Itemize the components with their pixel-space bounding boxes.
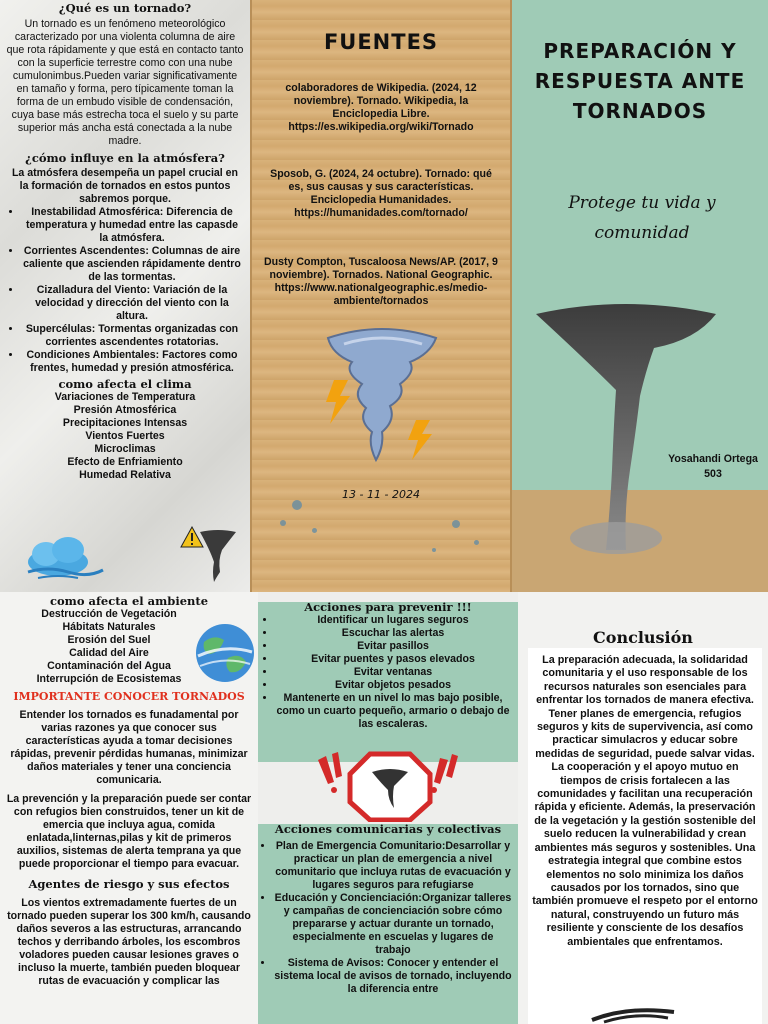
conclusion-paragraph: La preparación adecuada, la solidaridad comunitaria y el uso responsable de los recursos naturales son esenciales para enfrentar los tornados de manera efectiva. Tener planes de emergencia, refugios seguros y kits de supervivencia, así como practicar simulacros y educar sobre medidas de seguridad, puede salvar vidas. La cooperación y el apoyo mutuo en tiempos de crisis fortalecen a las comunidades y facilitan una recuperación rápida y eficiente. Además, la preservación de la vegetación y la gestión sostenible del suelo reducen la vulnerabilidad y crean ambientes más seguros y sostenibles. Una estrategia integral que combine estos elementos no solo minimiza los daños causados por los tornados, sino que también promueve el respeto por el entorno natural, construyendo un futuro más resiliente y consciente de los desafíos ambientales que enfrentamos.: [532, 654, 758, 948]
list-item: • Mantenerte en un nivel lo mas bajo posible, como un cuarto pequeño, armario o debajo de las escaleras.: [276, 692, 510, 731]
panel-actions: [258, 592, 518, 1024]
list-item: Interrupción de Ecosistemas: [36, 673, 182, 685]
tornado-swirl-icon: [588, 1004, 678, 1024]
paragraph-importance: Entender los tornados es funadamental por varias razones ya que conocer sus características ayuda a tomar decisiones rápidas, prevenir pérdidas humanas, minimizar daños materiales y tener una conciencia comunicaria.: [10, 709, 248, 786]
list-item: Vientos Fuertes: [85, 430, 165, 442]
source-citation-2: Sposob, G. (2024, 24 octubre). Tornado: qué es, sus causas y sus características. Enciclopedia Humanidades. https://humanidades.com/tornado/: [270, 168, 492, 219]
globe-icon: [194, 622, 256, 684]
heading-atmosphere: ¿cómo influye en la atmósfera?: [25, 151, 225, 165]
list-item: • Educación y Concienciación:Organizar talleres y campañas de concienciación sobre cómo prepararse y actuar durante un tornado, especialmente en escuelas y lugares de trabajo: [274, 892, 512, 957]
panel-cover: [512, 0, 768, 592]
tornado-alert-icon: [312, 750, 468, 822]
heading-risk-agents: Agentes de riesgo y sus efectos: [28, 877, 230, 891]
list-item: • Identificar un lugares seguros: [276, 614, 510, 627]
date-label: 13 - 11 - 2024: [342, 488, 420, 501]
list-item: • Plan de Emergencia Comunitario:Desarrollar y practicar un plan de emergencia a nivel comunitario que incluya rutas de evacuación y lugares seguros para refugiarse: [274, 840, 512, 892]
list-item: Contaminación del Agua: [47, 660, 171, 672]
cover-title: PREPARACIÓN Y RESPUESTA ANTE TORNADOS: [534, 39, 746, 123]
paragraph-atmosphere-intro: La atmósfera desempeña un papel crucial en la formación de tornados en estos puntos sabremos porque.: [11, 167, 239, 205]
list-item: • Evitar puentes y pasos elevados: [276, 653, 510, 666]
heading-climate: como afecta el clima: [58, 377, 192, 391]
list-item: • Corrientes Ascendentes: Columnas de aire caliente que ascienden rápidamente dentro de las tormentas.: [22, 245, 242, 284]
list-item: • Inestabilidad Atmosférica: Diferencia de temperatura y humedad entre las capasde la atmósfera.: [22, 206, 242, 245]
list-item: • Cizalladura del Viento: Variación de la velocidad y dirección del viento con la altura.: [22, 284, 242, 323]
community-action-list: [258, 840, 518, 996]
list-item: Variaciones de Temperatura: [54, 391, 196, 403]
list-item: • Evitar ventanas: [276, 666, 510, 679]
cover-subtitle: Protege tu vida y comunidad: [568, 193, 716, 243]
list-item: Presión Atmosférica: [73, 404, 177, 416]
list-item: Precipitaciones Intensas: [62, 417, 188, 429]
list-item: Erosión del Suel: [67, 634, 151, 646]
list-item: Microclimas: [94, 443, 156, 455]
paragraph-prevention: La prevención y la preparación puede ser contar con refugios bien construidos, tener un kit de emercia que incluya agua, comida enlatada,linternas,pilas y kit de primeros auxilios, sistemas de alerta temprana ya que puede proporcionar el tiempo para evacuar.: [6, 793, 252, 870]
climate-effects-list: [0, 391, 250, 482]
heading-important: IMPORTANTE CONOCER TORNADOS: [13, 690, 245, 703]
heading-community-actions: Acciones comunicarias y colectivas: [274, 822, 502, 836]
heading-environment: como afecta el ambiente: [49, 594, 209, 608]
tornado-lightning-icon: [318, 320, 448, 470]
sources-title: FUENTES: [323, 30, 439, 54]
paragraph-tornado-definition: Un tornado es un fenómeno meteorológico caracterizado por una violenta columna de aire que rota rápidamente y que está en contacto tanto con la superficie terrestre como con una nube cumulonimbus.Pueden variar significativamente en tamaño y forma, pero típicamente toman la forma de un embudo visible de condensación, cuya base más estrecha toca el suelo y su parte superior más ancha está conectada a la nube madre.: [6, 18, 244, 147]
author-group: 503: [704, 468, 722, 480]
list-item: • Sistema de Avisos: Conocer y entender el sistema local de avisos de tornado, incluyendo la diferencia entre: [274, 957, 512, 996]
list-item: Humedad Relativa: [79, 469, 171, 481]
source-citation-1: colaboradores de Wikipedia. (2024, 12 noviembre). Tornado. Wikipedia, la Enciclopedia Libre. https://es.wikipedia.org/wiki/Tornado: [285, 82, 477, 133]
list-item: Efecto de Enfriamiento: [67, 456, 183, 468]
author-name: Yosahandi Ortega: [668, 453, 758, 465]
decor-dot: [312, 528, 317, 533]
list-item: • Evitar pasillos: [276, 640, 510, 653]
heading-prevention-actions: Acciones para prevenir !!!: [304, 600, 472, 614]
decor-dot: [280, 520, 286, 526]
list-item: Destrucción de Vegetación: [41, 608, 177, 620]
atmosphere-factor-list: [0, 206, 250, 375]
list-item: • Escuchar las alertas: [276, 627, 510, 640]
list-item: • Condiciones Ambientales: Factores como frentes, humedad y presión atmosférica.: [22, 349, 242, 375]
list-item: Calidad del Aire: [69, 647, 149, 659]
source-citation-3: Dusty Compton, Tuscaloosa News/AP. (2017, 9 noviembre). Tornados. National Geographic. https://www.nationalgeographic.es/medio-ambiente/tornados: [264, 256, 498, 307]
panel-environment: [0, 592, 258, 1024]
decor-dot: [432, 548, 436, 552]
cloud-icon: [18, 532, 108, 584]
list-item: • Evitar objetos pesados: [276, 679, 510, 692]
panel-what-is-tornado: [0, 0, 250, 592]
tornado-photo: [526, 300, 726, 560]
conclusion-heading: Conclusión: [593, 628, 693, 647]
list-item: • Supercélulas: Tormentas organizadas con corrientes ascendentes rotatorias.: [22, 323, 242, 349]
tornado-small-icon: [198, 528, 238, 584]
list-item: Hábitats Naturales: [62, 621, 156, 633]
decor-dot: [474, 540, 479, 545]
prevention-action-list: [258, 614, 518, 731]
decor-dot: [292, 500, 302, 510]
author-block: [660, 452, 766, 482]
panel-conclusion: [518, 592, 768, 1024]
decor-dot: [452, 520, 460, 528]
heading-what-is-tornado: ¿Qué es un tornado?: [58, 1, 192, 15]
panel-sources: [250, 0, 512, 592]
paragraph-risk-agents: Los vientos extremadamente fuertes de un tornado pueden superar los 300 km/h, causando daños severos a las estructuras, arrancando techos y derribando árboles, los escombros voladores pueden causar lesiones graves o incluso la muerte, también pueden bloquear rutas de evacuación y complicar las: [7, 897, 251, 987]
